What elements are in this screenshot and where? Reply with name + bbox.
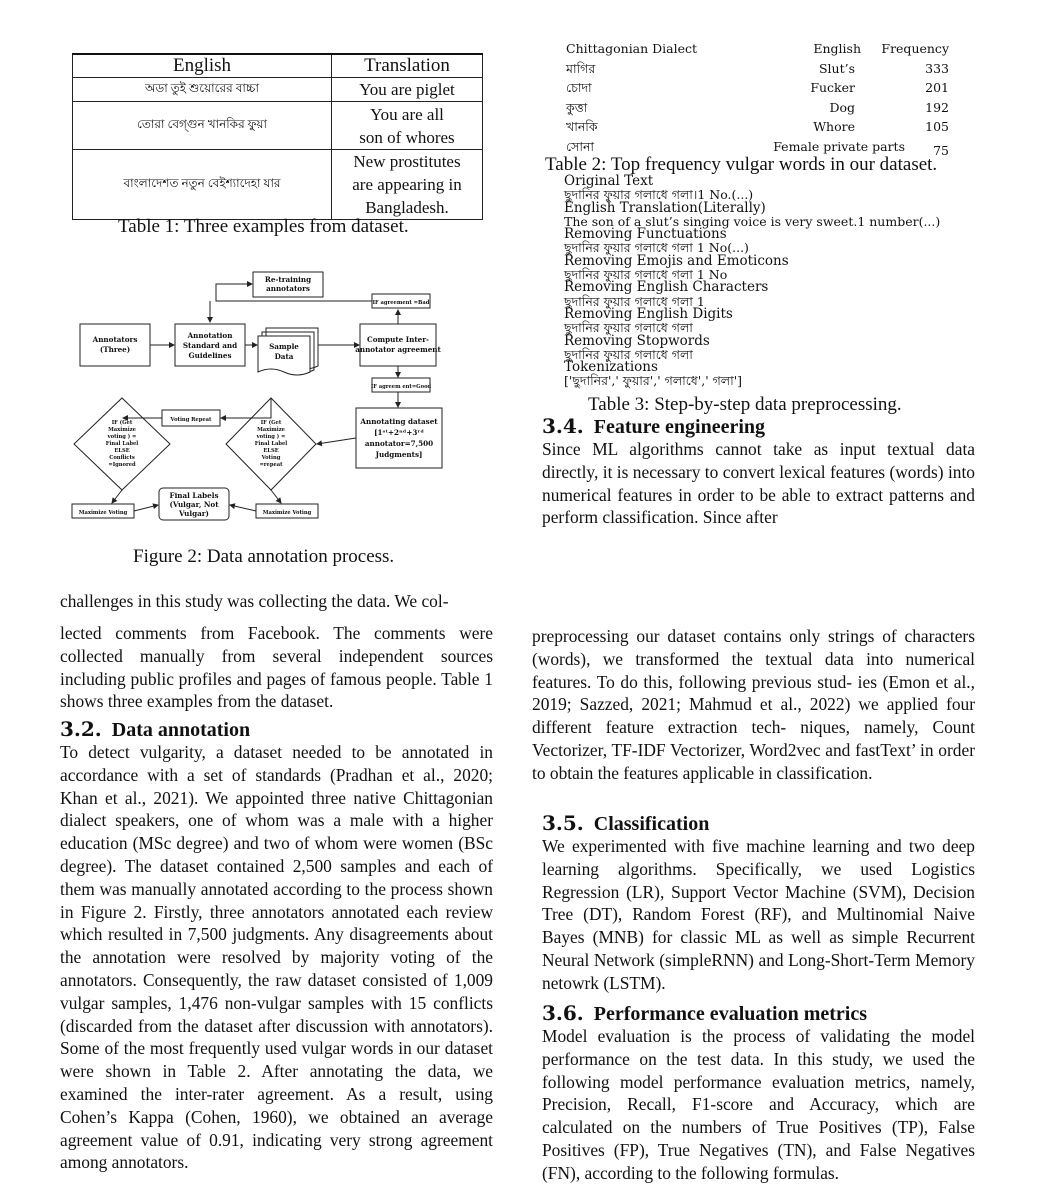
table2-header-english: English [813,41,861,56]
section-title: Data annotation [111,719,251,741]
table1-translation-cell [332,78,483,102]
final-label-1: Final Labels [169,491,219,500]
table2-english: Whore [813,119,855,134]
figure2-caption: Figure 2: Data annotation process. [133,546,395,567]
compute-label-1: Compute Inter- [366,335,430,344]
section-number: 3.4. [542,414,584,438]
table-row [566,119,953,139]
table2-freq: 75 [933,142,949,158]
diamond-right-line: ELSE [263,448,279,454]
diamond-right-line: Maximize [257,427,285,433]
paragraph: To detect vulgarity, a dataset needed to be annotated in accordance with a set of standards (Pradhan et al., 2020; Khan et al., 2021). We appointed three native Chittagonian dialect speakers, one of whom was a male with a higher education (MSc degree) and two of whom were women (BSc degree). The dataset contained 2,500 samples and each of them was manually annotated according to the process shown in Figure 2. Firstly, three annotators annotated each review which resulted in 7,500 judgments. Any disagreements about the annotation were resolved by majority voting of the annotators. Consequently, the raw dataset consisted of 1,009 vulgar samples, 1,476 non-vulgar samples with 15 conflicts (discarded from the dataset after discussion with annotators). Some of the most frequently used vulgar words in our dataset were shown in Table 2. After annotating the data, we examined the inter-rater agreement. As a result, using Cohen’s Kappa (Cohen, 1960), we obtained an average agreement value of 0.91, indicating very strong agreement among annotators. [60,742,493,1173]
section-title: Performance evaluation metrics [593,1003,867,1025]
table2-dialect: সোনা [566,138,595,154]
sample-label-2: Data [274,352,294,361]
compute-label-2: annotator agreement [355,345,441,354]
diamond-right-line: =repeat [259,462,283,468]
paragraph: Since ML algorithms cannot take as input textual data directly, it is necessary to convert lexical features (words) into numerical features in order to be able to extract patterns and perform classification. Since after [542,439,975,528]
retraining-label-2: annotators [266,284,310,293]
table3-step-text: ছুদানির ফুয়ার গলাধে গলা 1 No [564,267,728,283]
table2-dialect: খানকি [566,119,598,134]
figure-2-diagram [66,262,452,524]
table1-bangla-cell: তোরা বেগ্গুন খানকির ফুয়া [73,102,332,150]
if-bad-label: IF agreement =Bad [372,300,430,306]
table3-step-heading: Tokenizations [564,359,658,376]
paragraph: lected comments from Facebook. The comments were collected manually from several independent sources including public profiles and pages of famous people. Table 1 shows three examples from the dataset. [60,623,493,712]
table2-caption: Table 2: Top frequency vulgar words in our dataset. [545,154,938,175]
table1-translation-line: son of whores [359,127,455,147]
guidelines-label-1: Annotation [187,331,233,340]
table3-step-heading: Removing Functuations [564,226,727,243]
paragraph-continuation: challenges in this study was collecting the data. We col- [60,591,449,611]
paragraph: We experimented with five machine learning and two deep learning algorithms. Specifically, we used Logistics Regression (LR), Support Vector Machine (SVM), Decision Tree (DT), Random Forest (RF), and Multinomial Naive Bayes (MNB) for classic ML as well as simple Recurrent Neural Network (simpleRNN) and Long-Short-Term Memory netowrk (LSTM). [542,836,975,993]
table1-header-english: English [73,54,332,78]
table1-translation-line: New prostitutes [353,152,461,171]
paragraph: Model evaluation is the process of validating the model performance on the test data. In this study, we used the following model performance evaluation metrics, namely, Precision, Recall, F1-score and Accuracy, which are calculated on the numbers of True Positives (TP), False Positives (FP), True Negatives (TN), and False Negatives (FN), according to the following formulas. [542,1026,975,1183]
table3-step-text: ছুদানির ফুয়ার গলাধে গলা [564,346,693,362]
table3-step-heading: Removing Stopwords [564,332,710,349]
table1-bangla-cell: বাংলাদেশত নতুন বেইশ্যাদেহা যার [73,150,332,220]
diamond-left-line: ELSE [114,448,130,454]
table1-translation-line: You are piglet [359,80,455,99]
table1-caption: Table 1: Three examples from dataset. [118,216,409,237]
table2-header-dialect: Chittagonian Dialect [566,41,698,56]
table1-translation-line: are appearing in [352,175,462,194]
table1-bangla-cell: অডা তুই শুয়োরের বাচ্চা [73,78,332,102]
table1-translation-line: Bangladesh. [365,198,449,217]
table2-english: Fucker [810,80,855,95]
diamond-right-line: Voting [261,455,281,461]
table3-step-text: ছুদানির ফুয়ার গলাধে গলা 1 [564,293,705,309]
table1-translation-line: You are all [370,104,444,124]
table1-header-translation: Translation [332,54,483,78]
section-3-6-heading [542,1001,867,1026]
table2-dialect: মাগির [566,60,596,76]
table3-step-heading: Original Text [564,173,654,189]
dataset-label-4: Judgments] [375,450,423,459]
table3-step-text: ছুদানির ফুয়ার গলাধে গলা 1 No(...) [564,240,749,256]
table2-freq: 201 [925,80,949,95]
sample-label-1: Sample [269,342,299,351]
guidelines-label-3: Guidelines [188,351,232,360]
diamond-right-line: IF (Get [260,420,282,426]
annotators-label-1: Annotators [92,335,138,344]
table3-step-text: The son of a slut’s singing voice is very sweet.1 number(...) [564,213,941,229]
if-good-label: IF agreem ent=Good [370,384,432,390]
dataset-label-3: annotator=7,500 [364,439,434,448]
maximize-left-label: Maximize Voting [78,510,128,516]
table-row [566,80,953,100]
voting-repeat-label: Voting Repeat [170,417,212,423]
final-label-2: (Vulgar, Not [169,500,219,509]
guidelines-label-2: Standard and [182,341,238,350]
table2-dialect: চোদা [566,80,592,95]
table2-english: Slut’s [818,60,855,76]
diamond-right-line: voting ) = [256,434,286,440]
section-title: Classification [593,813,710,835]
diamond-left-line: Maximize [108,427,136,433]
paragraph: preprocessing our dataset contains only strings of characters (words), we transformed the textual data into numerical features. To do this, following previous stud- ies (Emon et al., 2019; Sazzed, 2021; Mahmud et al., 2022) we applied four different feature extraction tech- niques, namely, Count Vectorizer, TF-IDF Vectorizer, Word2vec and fastText’ in order to obtain the features applicable in classification. [532,626,975,783]
table3-step-heading: Removing English Digits [564,305,733,322]
table3-step-heading: English Translation(Literally) [564,199,766,216]
diamond-left-line: Conflicts [109,455,135,461]
table3-step-text: ছুদানির ফুয়ার গলাধে গলা।1 No.(...) [564,187,754,203]
table3-caption: Table 3: Step-by-step data preprocessing. [588,394,902,415]
diamond-left-line: voting ) = [107,434,137,440]
section-3-5-heading [542,811,709,836]
table3-step-text: ছুদানির ফুয়ার গলাধে গলা [564,320,693,336]
table2-header-frequency: Frequency [881,41,949,56]
section-number: 3.5. [542,811,584,835]
table2-english: Dog [829,99,855,115]
table-2 [566,41,953,158]
table3-step-heading: Removing Emojis and Emoticons [564,252,789,269]
table3-step-heading: Removing English Characters [564,279,769,296]
table1-translation-cell [332,102,483,150]
diamond-right-line: Final Label [254,441,288,447]
annotators-label-2: (Three) [99,345,131,354]
dataset-label-1: Annotating dataset [360,417,438,426]
table-1 [72,53,483,220]
diamond-left-line: =Ignored [108,462,136,468]
table-3 [564,175,940,388]
section-3-2-heading [60,717,250,742]
maximize-right-label: Maximize Voting [262,510,312,516]
diamond-left-line: IF (Get [111,420,133,426]
table-row [566,100,953,120]
section-number: 3.6. [542,1001,584,1025]
table3-step-text: ['ছুদানির',' ফুয়ার',' গলাধে',' গলা'] [564,373,743,389]
diamond-left-line: Final Label [105,441,139,447]
table2-header-row [566,41,953,61]
retraining-label-1: Re-training [264,275,312,284]
table1-translation-cell [332,150,483,220]
table2-freq: 192 [925,99,949,115]
section-number: 3.2. [60,717,102,741]
table2-freq: 105 [925,119,949,134]
section-title: Feature engineering [593,416,766,438]
section-3-4-heading [542,414,765,439]
table2-freq: 333 [925,60,949,76]
dataset-label-2: [1ˢᵗ+2ⁿᵈ+3ʳᵈ [374,428,424,437]
table2-dialect: কুত্তা [566,99,588,115]
table-row [566,61,953,81]
final-label-3: Vulgar) [179,509,209,518]
table2-english: Female private parts [773,138,905,154]
